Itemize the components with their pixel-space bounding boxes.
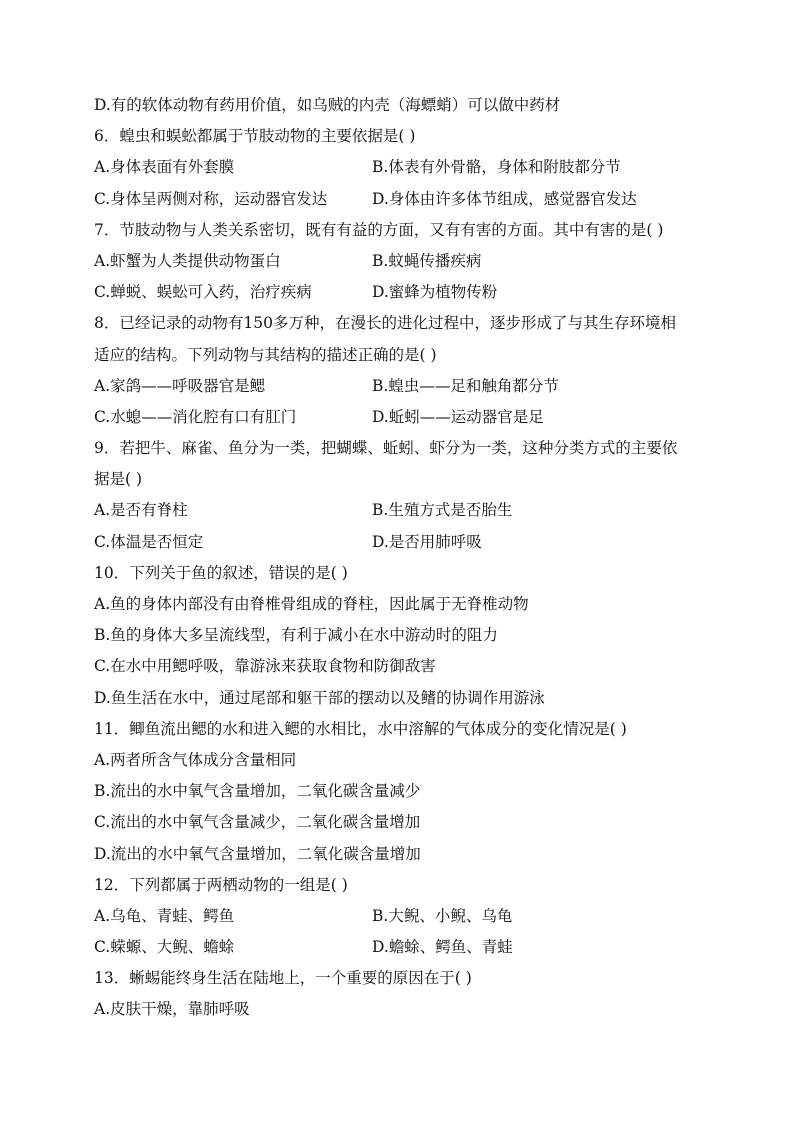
option-c: C.蝉蜕、蜈蚣可入药，治疗疾病 xyxy=(94,283,312,302)
option-a: A.鱼的身体内部没有由脊椎骨组成的脊柱，因此属于无脊椎动物 xyxy=(94,595,529,613)
option-row xyxy=(94,246,714,277)
question-stem: 7．节肢动物与人类关系密切，既有有益的方面，又有有害的方面。其中有害的是( ) xyxy=(94,220,664,239)
option-c: C.在水中用鳃呼吸，靠游泳来获取食物和防御敌害 xyxy=(94,657,436,676)
question-13 xyxy=(94,963,714,1025)
question-stem: 11．鲫鱼流出鳃的水和进入鳃的水相比，水中溶解的气体成分的变化情况是( ) xyxy=(94,719,627,738)
question-stem: 12．下列都属于两栖动物的一组是( ) xyxy=(94,875,348,894)
question-8 xyxy=(94,308,714,433)
option-row xyxy=(94,371,714,402)
option-a: A.家鸽——呼吸器官是鳃 xyxy=(94,376,266,395)
option-a: A.虾蟹为人类提供动物蛋白 xyxy=(94,251,281,270)
option-d: D.是否用肺呼吸 xyxy=(372,532,482,551)
option-row xyxy=(94,527,714,558)
option-d: D.蜜蜂为植物传粉 xyxy=(372,283,498,302)
question-stem: 13．蜥蜴能终身生活在陆地上，一个重要的原因在于( ) xyxy=(94,969,472,988)
option-row xyxy=(94,277,714,308)
question-stem: 9．若把牛、麻雀、鱼分为一类，把蝴蝶、蚯蚓、虾分为一类，这种分类方式的主要依 xyxy=(94,439,678,458)
option-b: B.体表有外骨骼，身体和附肢都分节 xyxy=(372,158,621,177)
option-row xyxy=(94,901,714,932)
option-b: B.蚊蝇传播疾病 xyxy=(372,251,482,270)
option-row xyxy=(94,932,714,963)
option-c: C.蝾螈、大鲵、蟾蜍 xyxy=(94,938,235,957)
question-stem-continued: 适应的结构。下列动物与其结构的描述正确的是( ) xyxy=(94,345,437,364)
option-d: D.蟾蜍、鳄鱼、青蛙 xyxy=(372,938,513,957)
option-b: B.流出的水中氧气含量增加，二氧化碳含量减少 xyxy=(94,782,421,801)
option-c: C.水螅——消化腔有口有肛门 xyxy=(94,407,297,426)
question-7 xyxy=(94,215,714,309)
option-a: A.皮肤干燥，靠肺呼吸 xyxy=(94,1000,250,1019)
question-11 xyxy=(94,714,714,870)
option-b: B.蝗虫——足和触角都分节 xyxy=(372,376,559,395)
document-page xyxy=(94,90,714,1026)
option-d: D.蚯蚓——运动器官是足 xyxy=(372,407,544,426)
option-b: B.生殖方式是否胎生 xyxy=(372,501,513,520)
option-c: C.流出的水中氧气含量减少，二氧化碳含量增加 xyxy=(94,813,421,832)
option-d: D.身体由许多体节组成，感觉器官发达 xyxy=(372,189,637,208)
question-12 xyxy=(94,870,714,964)
previous-question-option-d: D.有的软体动物有药用价值，如乌贼的内壳（海螵蛸）可以做中药材 xyxy=(94,96,561,114)
option-row xyxy=(94,184,714,215)
option-a: A.是否有脊柱 xyxy=(94,501,188,520)
option-a: A.身体表面有外套膜 xyxy=(94,158,235,177)
option-a: A.两者所含气体成分含量相同 xyxy=(94,750,297,769)
question-10 xyxy=(94,558,714,714)
option-a: A.乌龟、青蛙、鳄鱼 xyxy=(94,906,235,925)
question-stem-continued: 据是( ) xyxy=(94,470,143,489)
question-9 xyxy=(94,433,714,558)
option-c: C.体温是否恒定 xyxy=(94,532,204,551)
option-row xyxy=(94,402,714,433)
option-b: B.大鲵、小鲵、乌龟 xyxy=(372,906,513,925)
question-6 xyxy=(94,121,714,215)
option-row xyxy=(94,495,714,526)
question-stem: 8．已经记录的动物有150多万种，在漫长的进化过程中，逐步形成了与其生存环境相 xyxy=(94,314,676,333)
option-row xyxy=(94,152,714,183)
option-d: D.鱼生活在水中，通过尾部和躯干部的摆动以及鳍的协调作用游泳 xyxy=(94,688,545,707)
option-c: C.身体呈两侧对称，运动器官发达 xyxy=(94,189,328,208)
question-stem: 6．蝗虫和蜈蚣都属于节肢动物的主要依据是( ) xyxy=(94,127,416,146)
question-stem: 10．下列关于鱼的叙述，错误的是( ) xyxy=(94,563,348,582)
option-b: B.鱼的身体大多呈流线型，有利于减小在水中游动时的阻力 xyxy=(94,626,498,645)
option-d: D.流出的水中氧气含量增加，二氧化碳含量增加 xyxy=(94,844,421,863)
